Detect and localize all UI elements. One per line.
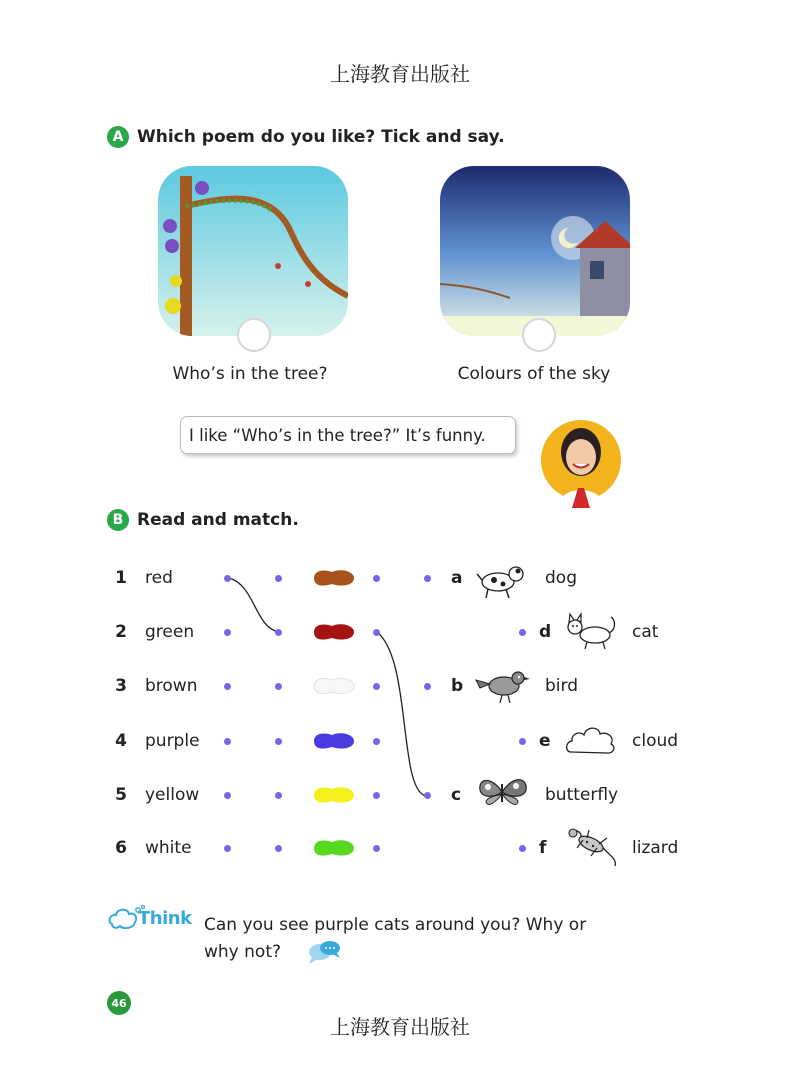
color-blob — [310, 567, 358, 589]
animal-letter: a — [451, 568, 463, 588]
match-dot[interactable] — [275, 629, 282, 636]
section-a-title: Which poem do you like? Tick and say. — [137, 127, 505, 147]
match-dot[interactable] — [373, 845, 380, 852]
animal-letter: d — [539, 622, 552, 642]
page-number: 46 — [107, 991, 131, 1015]
think-line-2: why not? — [204, 942, 282, 962]
match-dot[interactable] — [224, 738, 231, 745]
color-word: purple — [145, 731, 200, 751]
color-blob — [310, 837, 358, 859]
color-word: brown — [145, 676, 198, 696]
speech-bubbles-icon — [306, 938, 342, 966]
match-dot[interactable] — [424, 683, 431, 690]
caption-sky: Colours of the sky — [457, 364, 611, 384]
row-number: 5 — [115, 785, 127, 805]
match-dot[interactable] — [224, 575, 231, 582]
lizard-icon — [563, 826, 619, 868]
match-dot[interactable] — [424, 575, 431, 582]
animal-letter: c — [451, 785, 462, 805]
match-line-1 — [229, 578, 279, 632]
bird-icon — [474, 666, 530, 706]
dog-icon — [476, 560, 528, 600]
row-number: 3 — [115, 676, 127, 696]
match-dot[interactable] — [373, 629, 380, 636]
color-blob — [310, 730, 358, 752]
match-dot[interactable] — [373, 683, 380, 690]
match-dot[interactable] — [224, 792, 231, 799]
animal-word: bird — [545, 676, 578, 696]
publisher-footer: 上海教育出版社 — [330, 1015, 470, 1039]
match-dot[interactable] — [424, 792, 431, 799]
row-number: 6 — [115, 838, 127, 858]
match-dot[interactable] — [224, 629, 231, 636]
caption-tree: Who’s in the tree? — [172, 364, 328, 384]
publisher-header: 上海教育出版社 — [330, 62, 470, 86]
animal-letter: e — [539, 731, 551, 751]
cloud-icon — [563, 720, 619, 760]
row-number: 1 — [115, 568, 127, 588]
color-blob — [310, 675, 358, 697]
think-logo — [108, 904, 194, 938]
butterfly-icon — [474, 772, 530, 812]
match-dot[interactable] — [373, 738, 380, 745]
color-word: yellow — [145, 785, 200, 805]
match-dot[interactable] — [275, 738, 282, 745]
match-dot[interactable] — [224, 683, 231, 690]
color-blob — [310, 621, 358, 643]
match-dot[interactable] — [224, 845, 231, 852]
animal-letter: b — [451, 676, 464, 696]
match-dot[interactable] — [275, 683, 282, 690]
color-word: green — [145, 622, 195, 642]
match-dot[interactable] — [519, 738, 526, 745]
section-b-badge: B — [107, 509, 129, 531]
match-dot[interactable] — [519, 629, 526, 636]
color-blob — [310, 784, 358, 806]
animal-word: cloud — [632, 731, 679, 751]
color-word: red — [145, 568, 173, 588]
section-b-title: Read and match. — [137, 510, 299, 530]
animal-word: cat — [632, 622, 659, 642]
match-dot[interactable] — [275, 845, 282, 852]
animal-word: dog — [545, 568, 577, 588]
animal-word: butterfly — [545, 785, 619, 805]
row-number: 2 — [115, 622, 127, 642]
row-number: 4 — [115, 731, 127, 751]
match-dot[interactable] — [519, 845, 526, 852]
animal-letter: f — [539, 838, 547, 858]
speech-text: I like “Who’s in the tree?” It’s funny. — [189, 425, 486, 445]
color-word: white — [145, 838, 192, 858]
match-dot[interactable] — [373, 792, 380, 799]
match-line-2 — [377, 632, 426, 796]
match-dot[interactable] — [275, 575, 282, 582]
match-dot[interactable] — [275, 792, 282, 799]
think-label: Think — [138, 908, 192, 929]
animal-word: lizard — [632, 838, 679, 858]
think-line-1: Can you see purple cats around you? Why or — [204, 915, 587, 935]
section-a-badge: A — [107, 126, 129, 148]
cat-icon — [563, 611, 619, 651]
match-dot[interactable] — [373, 575, 380, 582]
